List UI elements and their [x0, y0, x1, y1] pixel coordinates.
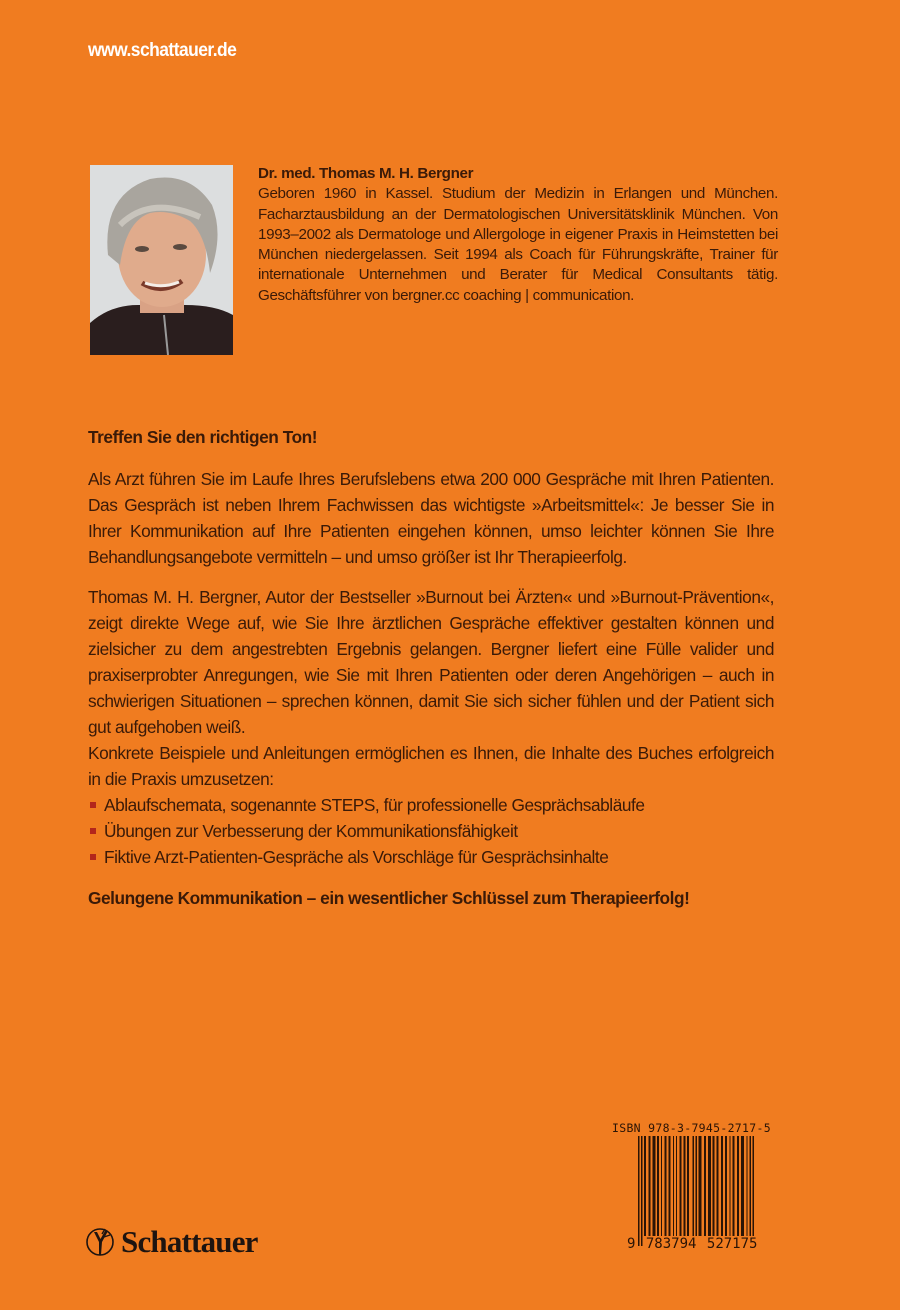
barcode-bar	[713, 1136, 715, 1236]
barcode-bar	[638, 1136, 640, 1246]
barcode-bar	[665, 1136, 667, 1236]
schattauer-tree-logo-icon	[84, 1226, 116, 1258]
barcode-bar	[725, 1136, 727, 1236]
barcode-bar	[721, 1136, 723, 1236]
barcode-bar	[653, 1136, 656, 1236]
barcode-bar	[661, 1136, 662, 1236]
blurb-closing: Gelungene Kommunikation – ein wesentlicher Schlüssel zum Therapieerfolg!	[88, 888, 690, 908]
blurb-paragraph-2: Thomas M. H. Bergner, Autor der Bestseller »Burnout bei Ärzten« und »Burnout-Prävention«, zeigt direkte Wege auf, wie Sie Ihre ärztlichen Gespräche effektiver gestalten können und zielsicher zu dem angestrebten Ergebnis gelangen. Bergner liefert eine Fülle valider und praxiserprobter Anregungen, wie Sie mit Ihren Patienten oder deren Angehörigen – auch in schwierigen Situationen – sprechen können, damit Sie sich sicher fühlen und der Patient sich gut aufgehoben weiß.	[88, 587, 774, 737]
publisher-url[interactable]: www.schattauer.de	[88, 40, 237, 61]
barcode-bar	[737, 1136, 739, 1236]
barcode-bar	[680, 1136, 682, 1236]
isbn-label: ISBN 978-3-7945-2717-5	[612, 1121, 771, 1135]
barcode-bar	[669, 1136, 671, 1236]
feature-text: Ablaufschemata, sogenannte STEPS, für professionelle Gesprächsabläufe	[104, 795, 645, 815]
barcode-bar	[684, 1136, 686, 1236]
barcode-bar	[673, 1136, 674, 1236]
barcode-first-digit: 9	[627, 1236, 636, 1252]
publisher-name: Schattauer	[121, 1224, 258, 1259]
barcode-bar	[641, 1136, 643, 1246]
barcode-bar	[753, 1136, 755, 1246]
barcode-bar	[717, 1136, 719, 1236]
barcode-digits	[626, 1236, 758, 1252]
feature-list-item	[88, 792, 774, 818]
author-name: Dr. med. Thomas M. H. Bergner	[258, 165, 474, 182]
blurb	[88, 424, 774, 911]
isbn-barcode	[638, 1136, 780, 1246]
barcode-bar	[699, 1136, 702, 1236]
barcode-bar	[693, 1136, 695, 1246]
author-photo	[90, 165, 233, 355]
blurb-headline: Treffen Sie den richtigen Ton!	[88, 427, 318, 447]
barcode-bar	[657, 1136, 659, 1236]
barcode-right-group: 527175	[706, 1236, 758, 1252]
barcode-bar	[730, 1136, 731, 1236]
author-portrait-illustration	[90, 165, 233, 355]
blurb-paragraph-3: Konkrete Beispiele und Anleitungen ermöglichen es Ihnen, die Inhalte des Buches erfolgreich in die Praxis umzusetzen:	[88, 743, 774, 789]
barcode-bar	[676, 1136, 677, 1236]
barcode-bar	[708, 1136, 711, 1236]
barcode-bar	[741, 1136, 744, 1236]
blurb-paragraph-1: Als Arzt führen Sie im Laufe Ihres Berufslebens etwa 200 000 Gespräche mit Ihren Patienten. Das Gespräch ist neben Ihrem Fachwissen das wichtigste »Arbeitsmittel«: Je besser Sie in Ihrer Kommunikation auf Ihre Patienten eingehen können, umso leichter können Sie Ihre Behandlungsangebote vermitteln – und umso größer ist Ihr Therapieerfolg.	[88, 469, 774, 567]
author-bio-text: Geboren 1960 in Kassel. Studium der Medizin in Erlangen und München. Facharztausbildung an der Dermatologischen Universitätsklinik München. Von 1993–2002 als Dermatologe und Allergologe in eigener Praxis in Heimstetten bei München niedergelassen. Seit 1994 als Coach für Führungskräfte, Trainer für internationale Unternehmen und Berater für Medical Consultants tätig. Geschäftsführer von bergner.cc coaching | communication.	[258, 185, 778, 304]
barcode-bar	[704, 1136, 706, 1236]
barcode-bar	[687, 1136, 689, 1236]
barcode-bar	[644, 1136, 646, 1236]
barcode-bar	[747, 1136, 748, 1236]
barcode-bar	[696, 1136, 698, 1246]
square-bullet-icon	[90, 854, 96, 860]
feature-list-item	[88, 844, 774, 870]
publisher-logo	[84, 1224, 258, 1260]
author-bio	[258, 164, 778, 306]
feature-list-item	[88, 818, 774, 844]
barcode-bar	[649, 1136, 651, 1236]
barcode-left-group: 783794	[645, 1236, 697, 1252]
feature-text: Übungen zur Verbesserung der Kommunikationsfähigkeit	[104, 821, 518, 841]
feature-list	[88, 792, 774, 870]
square-bullet-icon	[90, 802, 96, 808]
feature-text: Fiktive Arzt-Patienten-Gespräche als Vorschläge für Gesprächsinhalte	[104, 847, 609, 867]
barcode-bar	[733, 1136, 735, 1236]
square-bullet-icon	[90, 828, 96, 834]
barcode-bar	[750, 1136, 752, 1246]
